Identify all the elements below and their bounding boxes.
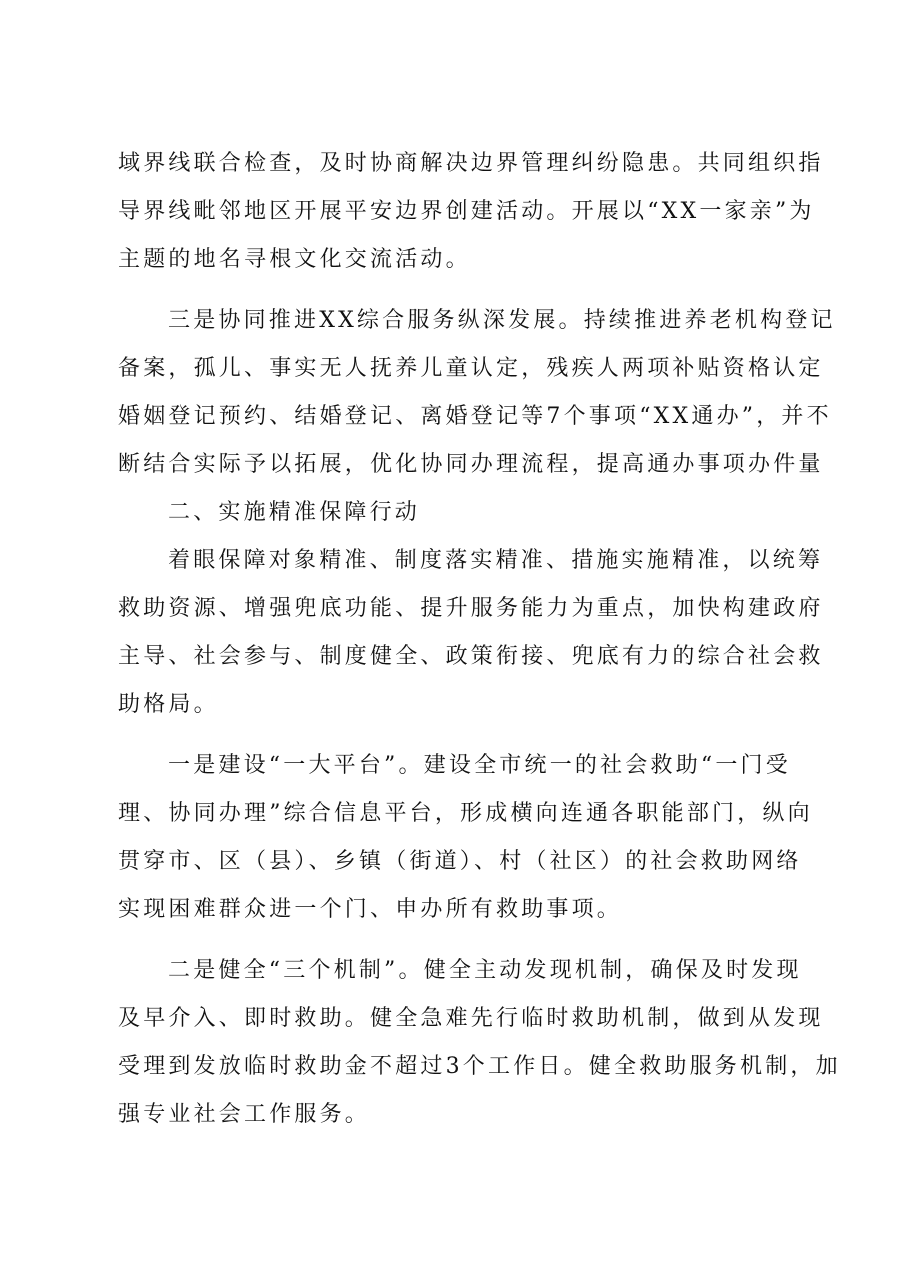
text-line: 断结合实际予以拓展，优化协同办理流程，提高通办事项办件量 xyxy=(118,452,824,477)
text-line: 备案，孤儿、事实无人抚养儿童认定，残疾人两项补贴资格认定 xyxy=(118,356,824,381)
text-line: 助格局。 xyxy=(118,692,219,717)
text-line: 一是建设“一大平台”。建设全市统一的社会救助“一门受 xyxy=(168,753,791,778)
text-line: 主题的地名寻根文化交流活动。 xyxy=(118,247,471,272)
text-line: 救助资源、增强兜底功能、提升服务能力为重点，加快构建政府 xyxy=(118,596,824,621)
text-line: 着眼保障对象精准、制度落实精准、措施实施精准，以统筹 xyxy=(168,548,824,573)
text-line: 及早介入、即时救助。健全急难先行临时救助机制，做到从发现 xyxy=(118,1006,824,1031)
text-line: 理、协同办理”综合信息平台，形成横向连通各职能部门，纵向 xyxy=(118,801,813,826)
text-line: 主导、社会参与、制度健全、政策衔接、兜底有力的综合社会救 xyxy=(118,644,824,669)
text-line: 域界线联合检查，及时协商解决边界管理纠纷隐患。共同组织指 xyxy=(118,151,824,176)
text-line: 贯穿市、区（县）、乡镇（街道）、村（社区）的社会救助网络 xyxy=(118,849,802,874)
text-line: 实现困难群众进一个门、申办所有救助事项。 xyxy=(118,897,623,922)
text-line: 婚姻登记预约、结婚登记、离婚登记等7个事项“XX通办”，并不 xyxy=(118,404,832,429)
text-line: 三是协同推进XX综合服务纵深发展。持续推进养老机构登记 xyxy=(168,308,836,333)
document-body xyxy=(118,140,841,1139)
text-line: 二是健全“三个机制”。健全主动发现机制，确保及时发现 xyxy=(168,958,802,983)
section-heading: 二、实施精准保障行动 xyxy=(168,500,421,525)
text-line: 导界线毗邻地区开展平安边界创建活动。开展以“XX一家亲”为 xyxy=(118,199,815,224)
text-line: 受理到发放临时救助金不超过3个工作日。健全救助服务机制，加 xyxy=(118,1054,841,1079)
text-line: 强专业社会工作服务。 xyxy=(118,1102,371,1127)
